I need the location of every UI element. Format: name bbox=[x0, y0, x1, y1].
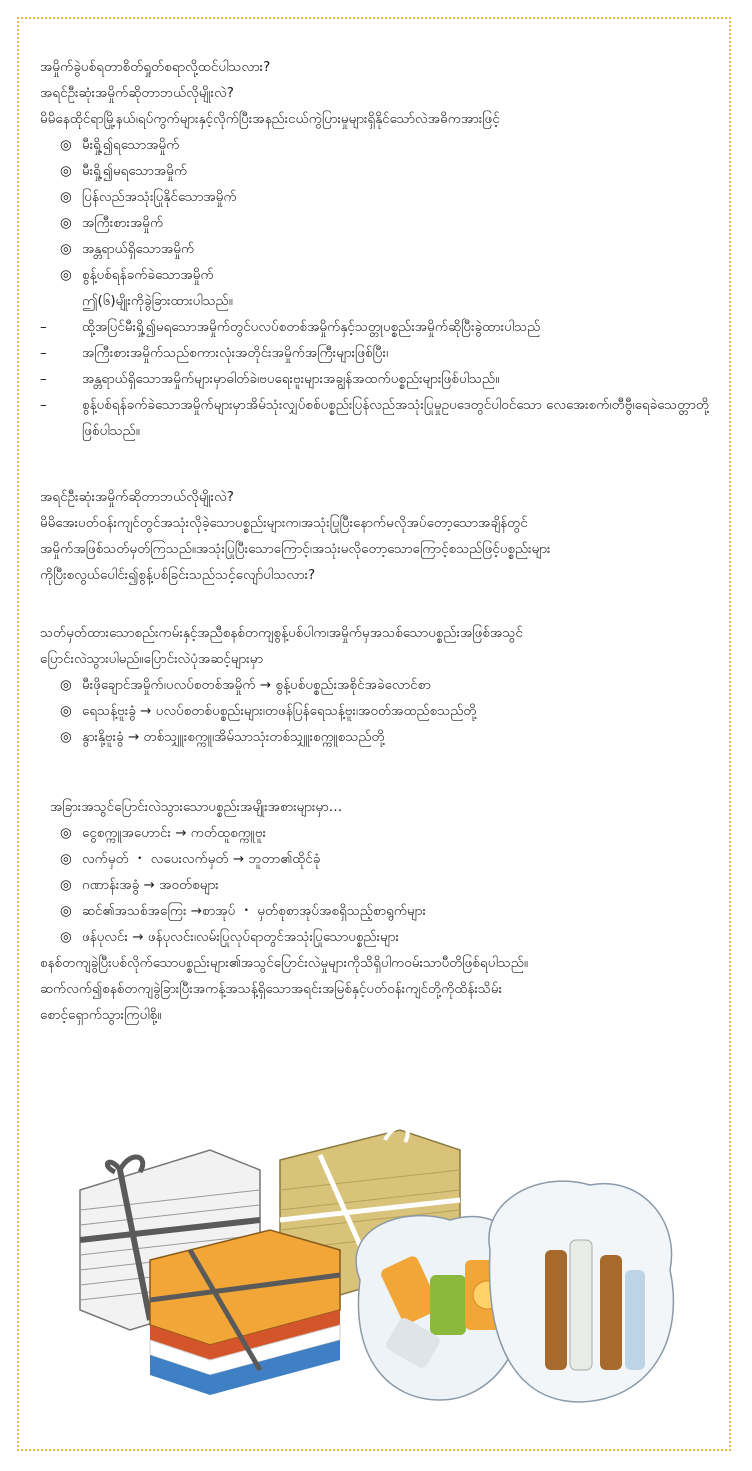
bottles-bag-icon bbox=[489, 1181, 674, 1402]
list-item bbox=[40, 132, 720, 158]
note-text: အကြီးစားအမှိုက်သည်စကားလုံးအတိုင်းအမှိုက်အကြီးများဖြစ်ပြီး၊ bbox=[82, 345, 389, 361]
dash-icon: – bbox=[40, 397, 47, 413]
bullet-circle-icon: ◎ bbox=[60, 163, 72, 179]
subheading-question: အရင်ဦးဆုံးအမှိုက်ဆိုတာဘယ်လိုမျိုးလဲ? bbox=[40, 85, 234, 101]
list-item-text: ဂဏာန်းအခွံ → အဝတ်စများ bbox=[82, 877, 219, 893]
list-item bbox=[40, 872, 720, 898]
bullet-circle-icon: ◎ bbox=[60, 703, 72, 719]
bullet-circle-icon: ◎ bbox=[60, 241, 72, 257]
list-item bbox=[40, 672, 720, 698]
note-text: ထို့အပြင်မီးရှို့၍မရသောအမှိုက်တွင်ပလပ်စတစ်အမှိုက်နှင့်သတ္တုပစ္စည်းအမှိုက်ဆိုပြီးခွဲထားပါသည် bbox=[82, 319, 541, 335]
section-heading: အရင်ဦးဆုံးအမှိုက်ဆိုတာဘယ်လိုမျိုးလဲ? bbox=[40, 489, 234, 505]
section-what-is-garbage bbox=[40, 484, 720, 588]
list-item bbox=[40, 846, 720, 872]
list-item-text: လက်မှတ် ・ လပေးလက်မှတ် → ဘူတာ၏ထိုင်ခုံ bbox=[82, 851, 321, 867]
note-text: စွန့်ပစ်ရန်ခက်ခဲသောအမှိုက်များမှာအိမ်သုံးလျှပ်စစ်ပစ္စည်းပြန်လည်အသုံးပြုမှုဥပဒေတွင်ပါဝင်သော လေအေးစက်၊တီဗွီ၊ရေခဲသေတ္တာတို့ဖြစ်ပါသည်။ bbox=[82, 397, 709, 439]
bullet-circle-icon: ◎ bbox=[60, 137, 72, 153]
recyclables-illustration bbox=[60, 1110, 700, 1410]
paragraph-line: စောင့်ရှောက်သွားကြပါစို့။ bbox=[40, 1007, 162, 1023]
bullet-circle-icon: ◎ bbox=[60, 851, 72, 867]
heading-question: အမှိုက်ခွဲပစ်ရတာစိတ်ရှုတ်စရာလို့ထင်ပါသလား? bbox=[40, 59, 271, 75]
list-item bbox=[40, 698, 720, 724]
list-item-text: မီးရှို့၍မရသောအမှိုက် bbox=[82, 163, 188, 179]
list-item bbox=[40, 184, 720, 210]
bullet-circle-icon: ◎ bbox=[60, 903, 72, 919]
section-other-recycling bbox=[40, 794, 720, 1028]
list-item bbox=[40, 898, 720, 924]
section-transformation bbox=[40, 620, 720, 750]
list-item bbox=[40, 820, 720, 846]
section-intro: အခြားအသွင်ပြောင်းလဲသွားသောပစ္စည်းအမျိုးအစားများမှာ… bbox=[50, 799, 343, 815]
dash-icon: – bbox=[40, 345, 47, 361]
bullet-circle-icon: ◎ bbox=[60, 729, 72, 745]
bullet-circle-icon: ◎ bbox=[60, 825, 72, 841]
list-item-text: အကြီးစားအမှိုက် bbox=[82, 215, 164, 231]
list-item-text: ငွေစက္ကူအဟောင်း → ကတ်ထူစက္ကူဗူး bbox=[82, 825, 267, 841]
paragraph-line: သတ်မှတ်ထားသောစည်းကမ်းနှင့်အညီစနစ်တကျစွန့်ပစ်ပါက၊အမှိုက်မှအသစ်သောပစ္စည်းအဖြစ်အသွင် bbox=[40, 625, 523, 641]
dash-icon: – bbox=[40, 371, 47, 387]
paragraph-line: မိမိအေးပတ်ဝန်းကျင်တွင်အသုံးလိုခဲ့သောပစ္စည်းများက၊အသုံးပြုပြီးနောက်မလိုအပ်တော့သောအချိန်တွင် bbox=[40, 515, 528, 531]
bullet-circle-icon: ◎ bbox=[60, 215, 72, 231]
list-item-text: နွားနို့ဗူးခွံ → တစ်သျှူးစက္ကူ၊အိမ်သာသုံးတစ်သျှူးစက္ကူစသည်တို့ bbox=[82, 729, 385, 745]
list-item bbox=[40, 924, 720, 950]
bullet-circle-icon: ◎ bbox=[60, 267, 72, 283]
paragraph-line: ဆက်လက်၍စနစ်တကျခွဲခြားပြီးအကန့်အသန့်ရှိသောအရင်းအမြစ်နှင့်ပတ်ဝန်းကျင်တို့ကိုထိန်းသိမ်း bbox=[40, 981, 503, 997]
list-item bbox=[40, 236, 720, 262]
article-content bbox=[40, 54, 720, 1056]
list-closing-text: ဤ(၆)မျိုးကိုခွဲခြားထားပါသည်။ bbox=[82, 293, 233, 309]
list-item bbox=[40, 724, 720, 750]
bullet-circle-icon: ◎ bbox=[60, 929, 72, 945]
list-item-text: မီးရှို့၍ရသောအမှိုက် bbox=[82, 137, 180, 153]
list-item-text: အန္တရာယ်ရှိသောအမှိုက် bbox=[82, 241, 195, 257]
list-item bbox=[40, 158, 720, 184]
paragraph-line: အမှိုက်အဖြစ်သတ်မှတ်ကြသည်။အသုံးပြုပြီးသောကြောင့်၊အသုံးမလိုတော့သောကြောင့်စသည်ဖြင့်ပစ္စည်းများ bbox=[40, 541, 551, 557]
magazine-stack-icon bbox=[150, 1230, 340, 1395]
list-item-text: ရေသန့်ဗူးခွံ → ပလပ်စတစ်ပစ္စည်းများ၊တဖန်ပြန်ရေသန့်ဗူး၊အဝတ်အထည်စသည်တို့ bbox=[82, 703, 477, 719]
note-item bbox=[40, 314, 720, 340]
note-text: အန္တရာယ်ရှိသောအမှိုက်များမှာဓါတ်ခဲ၊ဗပရေးဗူးများအချွန်အထက်ပစ္စည်းများဖြစ်ပါသည်။ bbox=[82, 371, 500, 387]
paragraph-line: ပြောင်းလဲသွားပါမည်။ပြောင်းလဲပုံအဆင့်များမှာ bbox=[40, 651, 264, 667]
list-item-text: ဖန်ပုလင်း → ဖန်ပုလင်း၊လမ်းပြုလုပ်ရာတွင်အသုံးပြုသောပစ္စည်းများ bbox=[82, 929, 399, 945]
list-item bbox=[40, 262, 720, 288]
bullet-circle-icon: ◎ bbox=[60, 877, 72, 893]
note-item bbox=[40, 366, 720, 392]
paragraph-line: စနစ်တကျခွဲပြီးပစ်လိုက်သောပစ္စည်းများ၏အသွင်ပြောင်းလဲမှုများကိုသိရှိပါကဝမ်းသာပီတိဖြစ်ရပါသည်။ bbox=[40, 955, 528, 971]
list-item-text: ဆင်၏အသစ်အကြေး →စာအုပ် ・ မှတ်စုစာအုပ်အစရှိသည့်စာရွက်များ bbox=[82, 903, 426, 919]
dash-icon: – bbox=[40, 319, 47, 335]
list-item bbox=[40, 210, 720, 236]
list-item-text: ပြန်လည်အသုံးပြုနိုင်သောအမှိုက် bbox=[82, 189, 237, 205]
note-item bbox=[40, 392, 720, 444]
note-item bbox=[40, 340, 720, 366]
intro-text: မိမိနေထိုင်ရာမြို့နယ်၊ရပ်ကွက်များနှင့်လိုက်ပြီးအနည်းငယ်ကွဲပြားမှုများရှိနိုင်သော်လဲအဓိကအားဖြင့် bbox=[40, 111, 500, 127]
bullet-circle-icon: ◎ bbox=[60, 189, 72, 205]
bullet-circle-icon: ◎ bbox=[60, 677, 72, 693]
list-item-text: မီးဖိုချောင်အမှိုက်၊ပလပ်စတစ်အမှိုက် → စွန့်ပစ်ပစ္စည်းအစိုင်အခဲလောင်စာ bbox=[82, 677, 431, 693]
list-item-text: စွန့်ပစ်ရန်ခက်ခဲသောအမှိုက် bbox=[82, 267, 214, 283]
paragraph-line: ကိုပြီးစလွယ်ပေါင်း၍စွန့်ပစ်ခြင်းသည်သင့်လျော်ပါသလား? bbox=[40, 567, 316, 583]
section-garbage-types bbox=[40, 54, 720, 444]
